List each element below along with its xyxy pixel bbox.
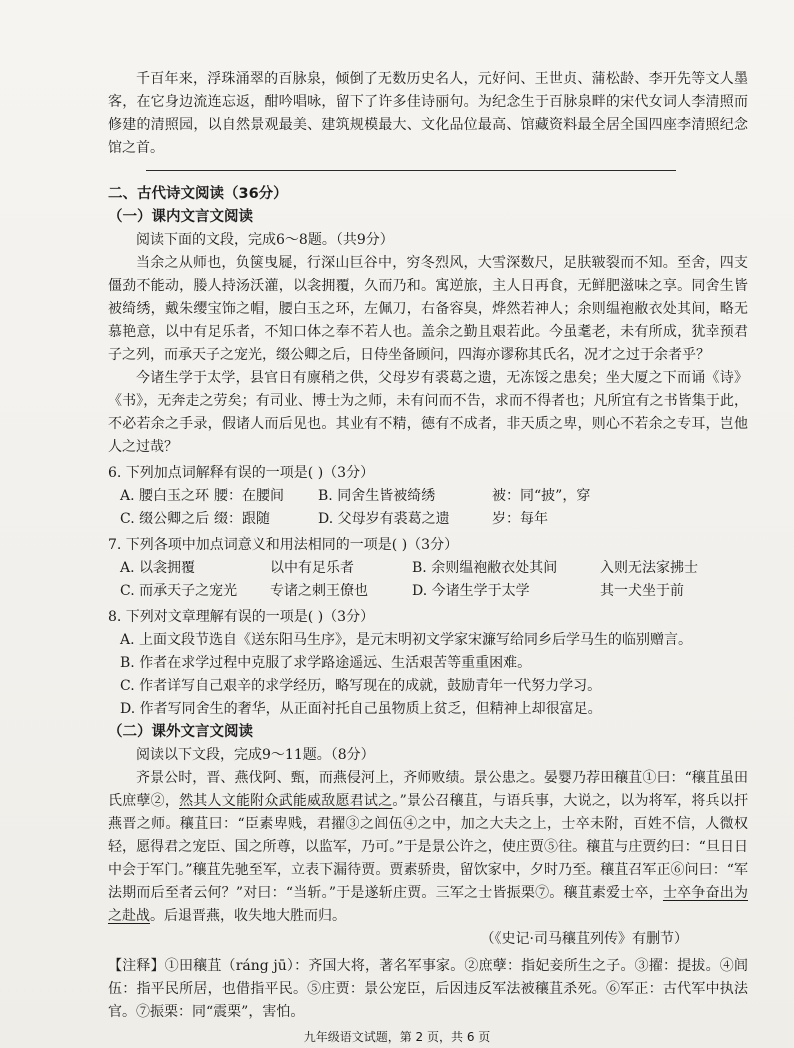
q8-option-c: C. 作者详写自己艰辛的求学经历，略写现在的成就，鼓励青年一代努力学习。	[120, 678, 602, 694]
q6-option-c-gloss: 缀：跟随	[214, 511, 270, 527]
passage2-part-b: 。”景公召穰苴，与语兵事，大说之，以为将军，将兵以扞燕晋之师。穰苴曰：“臣素卑贱，君擢③之闾伍④之中，加之大夫之上，士卒未附，百姓不信，人微权轻，愿得君之宠臣、国之所尊，以监军，乃可。”于是景公许之，使庄贾⑤往。穰苴与庄贾约曰：“旦日日中会于军门。”穰苴先驰至军，立表下漏待贾。贾素骄贵，留饮家中，夕时乃至。穰苴召军正⑥问曰：“军法期而后至者云何？”对曰：“当斩。”于是遂斩庄贾。三军之士皆振栗⑦。穰苴素爱士卒，	[108, 793, 748, 901]
page-footer: 九年级语文试题，第 2 页，共 6 页	[303, 1030, 491, 1044]
question-6-stem: 6. 下列加点词解释有误的一项是( )（3分）	[108, 465, 375, 481]
part1-title: （一）课内文言文阅读	[108, 209, 253, 225]
q8-option-b: B. 作者在求学过程中克服了求学路途遥远、生活艰苦等重重困难。	[120, 655, 532, 671]
q8-option-a: A. 上面文段节选自《送东阳马生序》，是元末明初文学家宋濂写给同乡后学马生的临别赠言。	[120, 632, 693, 648]
intro-paragraph: 千百年来，浮珠涌翠的百脉泉，倾倒了无数历史名人，元好问、王世贞、蒲松龄、李开先等文人墨客，在它身边流连忘返，酣吟唱咏，留下了许多佳诗丽句。为纪念生于百脉泉畔的宋代女词人李清照而修建的清照园，以自然景观最美、建筑规模最大、文化品位最高、馆藏资料最全居全国四座李清照纪念馆之首。	[108, 71, 748, 156]
question-7-options	[108, 557, 748, 603]
q7-option-b-pair: 入则无法家拂士	[600, 560, 698, 576]
q6-option-c: C. 缀公卿之后	[120, 511, 210, 527]
q6-option-d: D. 父母岁有裘葛之遗	[318, 511, 450, 527]
q6-option-b: B. 同舍生皆被绮绣	[318, 488, 436, 504]
question-6-options	[108, 485, 748, 531]
part2-title: （二）课外文言文阅读	[108, 724, 253, 740]
q7-option-a: A. 以衾拥覆	[120, 560, 196, 576]
question-7-stem: 7. 下列各项中加点词意义和用法相同的一项是( )（3分）	[108, 537, 459, 553]
q6-option-b-gloss: 被：同“披”，穿	[492, 488, 591, 504]
q6-option-a: A. 腰白玉之环	[120, 488, 210, 504]
passage2-part-a: 齐景公时，晋、燕伐阿、甄，而燕侵河上，齐师败绩。景公患之。晏婴乃荐田穰苴①曰：“穰苴虽田氏庶孽②，	[108, 770, 748, 809]
part1-instruction: 阅读下面的文段，完成6～8题。（共9分）	[136, 232, 394, 248]
passage2	[108, 767, 748, 928]
divider-line	[146, 170, 676, 171]
q7-option-d: D. 今诸生学于太学	[412, 583, 530, 599]
passage2-notes: 【注释】①田穰苴（ráng jū）：齐国大将，著名军事家。②庶孽：指妃妾所生之子。③擢：提拔。④闾伍：指平民所居，也借指平民。⑤庄贾：景公宠臣，后因违反军法被穰苴杀死。⑥军正：古代军中执法官。⑦振栗：同“震栗”，害怕。	[108, 958, 748, 1020]
passage2-part-c: 。后退晋燕，收失地大胜而归。	[150, 908, 346, 924]
passage2-source: （《史记·司马穰苴列传》有删节）	[480, 931, 688, 947]
q7-option-b: B. 余则缊袍敝衣处其间	[412, 560, 558, 576]
section-title: 二、古代诗文阅读（36分）	[108, 186, 288, 202]
question-8-stem: 8. 下列对文章理解有误的一项是( )（3分）	[108, 609, 375, 625]
passage1-para1: 当余之从师也，负箧曳屣，行深山巨谷中，穷冬烈风，大雪深数尺，足肤皲裂而不知。至舍，四支僵劲不能动，媵人持汤沃灌，以衾拥覆，久而乃和。寓逆旅，主人日再食，无鲜肥滋味之享。同舍生皆被绮绣，戴朱缨宝饰之帽，腰白玉之环，左佩刀，右备容臭，烨然若神人；余则缊袍敝衣处其间，略无慕艳意，以中有足乐者，不知口体之奉不若人也。盖余之勤且艰若此。今虽耄老，未有所成，犹幸预君子之列，而承天子之宠光，缀公卿之后，日侍坐备顾问，四海亦谬称其氏名，况才之过于余者乎？	[108, 255, 748, 363]
q7-option-d-pair: 其一犬坐于前	[600, 583, 684, 599]
page-content	[108, 68, 748, 1024]
passage2-underlined-2: 士卒争奋出为之赴战	[108, 885, 748, 924]
q7-option-a-pair: 以中有足乐者	[270, 560, 354, 576]
passage2-underlined-1: 然其人文能附众武能威敌愿君试之	[179, 793, 393, 809]
q6-option-d-gloss: 岁：每年	[492, 511, 548, 527]
q6-option-a-gloss: 腰：在腰间	[214, 488, 284, 504]
part2-instruction: 阅读以下文段，完成9～11题。（8分）	[136, 747, 375, 763]
q7-option-c: C. 而承天子之宠光	[120, 583, 238, 599]
q8-option-d: D. 作者写同舍生的奢华，从正面衬托自己虽物质上贫乏，但精神上却很富足。	[120, 701, 602, 717]
passage1-para2: 今诸生学于太学，县官日有廪稍之供，父母岁有裘葛之遗，无冻馁之患矣；坐大厦之下而诵《诗》《书》，无奔走之劳矣；有司业、博士为之师，未有问而不告，求而不得者也；凡所宜有之书皆集于此，不必若余之手录，假诸人而后见也。其业有不精，德有不成者，非天质之卑，则心不若余之专耳，岂他人之过哉？	[108, 370, 748, 455]
q7-option-c-pair: 专诸之刺王僚也	[270, 583, 368, 599]
